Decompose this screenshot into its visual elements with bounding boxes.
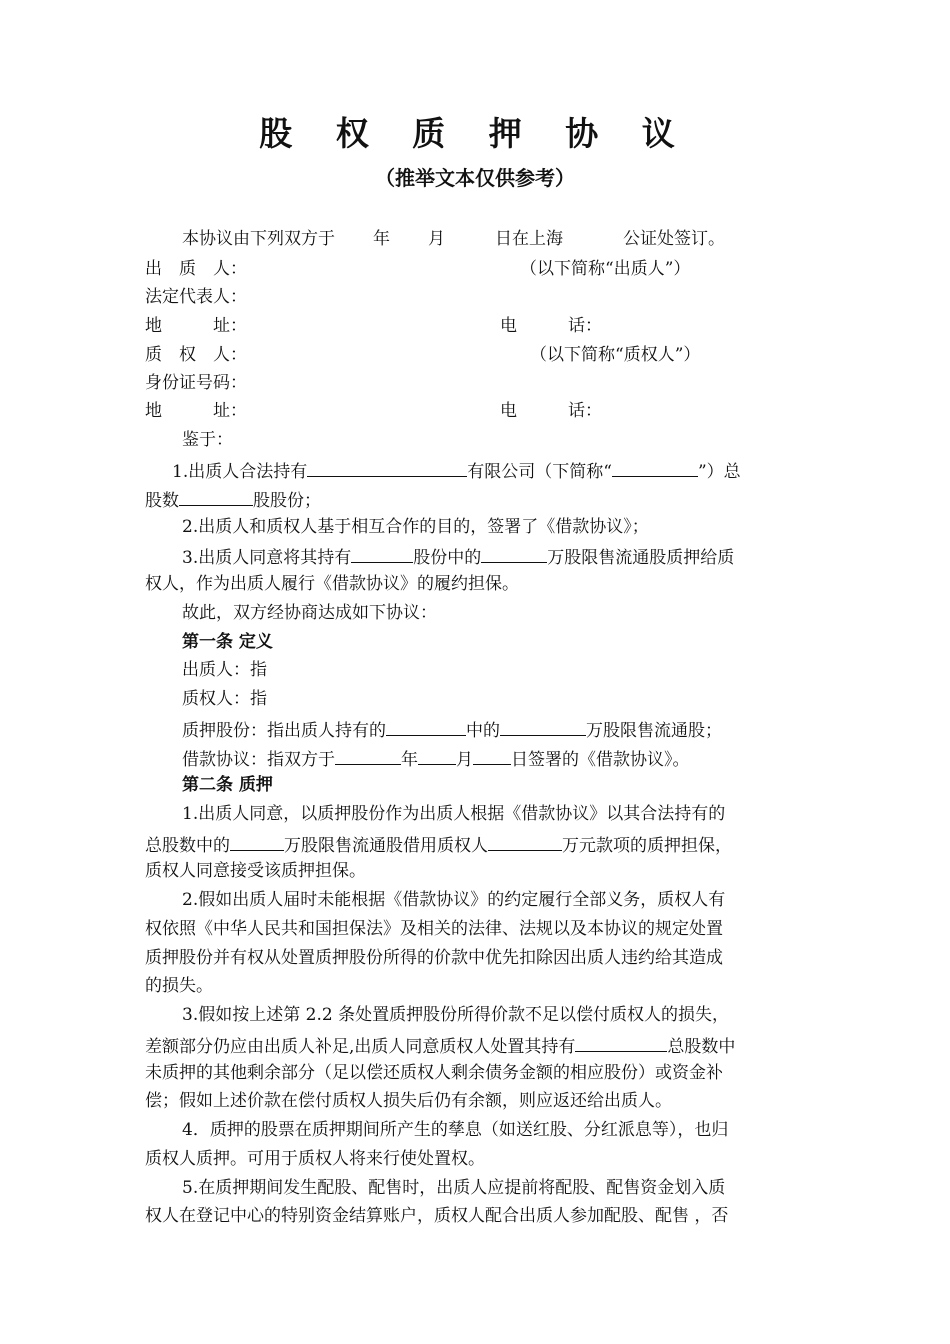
whereas-item-3-cont: 权人，作为出质人履行《借款协议》的履约担保。 [145, 574, 519, 594]
article-2-clause-2-l2: 权依照《中华人民共和国担保法》及相关的法律、法规以及本协议的规定处置 [145, 919, 723, 939]
whereas-item-3: 3.出质人同意将其持有 股份中的 万股限售流通股质押给质 [182, 542, 734, 570]
pledgor-note: （以下简称“出质人”） [520, 259, 691, 279]
pledgee-note: （以下简称“质权人”） [530, 345, 701, 365]
id-number-label: 身份证号码： [145, 373, 247, 393]
article-2-clause-1-end: 质权人同意接受该质押担保。 [145, 861, 366, 881]
article-2-heading: 第二条 质押 [182, 775, 273, 795]
article-2-clause-1-cont: 总股数中的 万股限售流通股借用质权人 万元款项的质押担保， [145, 830, 732, 858]
article-2-clause-1: 1.出质人同意，以质押股份作为出质人根据《借款协议》以其合法持有的 [182, 804, 726, 824]
pledgee-label: 质 权 人： [145, 345, 247, 365]
blank-field [500, 715, 586, 736]
pledgor-address-label: 地 址： [145, 316, 247, 336]
article-2-clause-2-l4: 的损失。 [145, 976, 213, 996]
whereas-item-1-cont: 股数 股股份； [145, 485, 321, 513]
whereas-conclusion: 故此，双方经协商达成如下协议： [182, 603, 437, 623]
blank-field [351, 542, 413, 563]
article-2-clause-4: 4．质押的股票在质押期间所产生的孳息（如送红股、分红派息等），也归 [182, 1120, 729, 1140]
blank-field [418, 744, 456, 765]
intro-line: 本协议由下列双方于 年 月 日在上海 公证处签订。 [182, 229, 725, 249]
article-2-clause-2-l3: 质押股份并有权从处置质押股份所得的价款中优先扣除因出质人违约给其造成 [145, 948, 723, 968]
definition-pledgor: 出质人：指 [182, 660, 267, 680]
blank-field [612, 456, 698, 477]
legal-rep-label: 法定代表人： [145, 287, 247, 307]
whereas-heading: 鉴于： [182, 430, 233, 450]
article-2-clause-5: 5.在质押期间发生配股、配售时，出质人应提前将配股、配售资金划入质 [182, 1178, 726, 1198]
whereas-item-1: 1.出质人合法持有 有限公司（下简称“ ”）总 [172, 456, 741, 484]
article-2-clause-2: 2.假如出质人届时未能根据《借款协议》的约定履行全部义务，质权人有 [182, 890, 726, 910]
blank-field [575, 1031, 667, 1052]
article-2-clause-5-l2: 权人在登记中心的特别资金结算账户，质权人配合出质人参加配股、配售 ，否 [145, 1206, 729, 1226]
definition-loan-agreement: 借款协议：指双方于 年 月 日签署的《借款协议》。 [182, 744, 690, 772]
article-1-heading: 第一条 定义 [182, 632, 273, 652]
pledgee-address-label: 地 址： [145, 401, 247, 421]
blank-field [473, 744, 511, 765]
article-2-clause-4-l2: 质权人质押。可用于质权人将来行使处置权。 [145, 1149, 485, 1169]
blank-field [481, 542, 547, 563]
document-subtitle: （推举文本仅供参考） [375, 166, 575, 190]
definition-pledgee: 质权人：指 [182, 689, 267, 709]
blank-field [335, 744, 401, 765]
blank-field [179, 485, 253, 506]
pledgor-label: 出 质 人： [145, 259, 247, 279]
article-2-clause-3-l3: 未质押的其他剩余部分（足以偿还质权人剩余债务金额的相应股份）或资金补 [145, 1063, 723, 1083]
article-2-clause-3-l4: 偿；假如上述价款在偿付质权人损失后仍有余额，则应返还给出质人。 [145, 1091, 672, 1111]
blank-field [386, 715, 466, 736]
article-2-clause-3-l2: 差额部分仍应由出质人补足,出质人同意质权人处置其持有 总股数中 [145, 1031, 735, 1059]
blank-field [230, 830, 284, 851]
whereas-item-2: 2.出质人和质权人基于相互合作的目的，签署了《借款协议》； [182, 517, 649, 537]
pledgee-phone-label: 电 话： [500, 401, 602, 421]
definition-pledged-shares: 质押股份：指出质人持有的 中的 万股限售流通股； [182, 715, 722, 743]
document-title: 股 权 质 押 协 议 [259, 114, 691, 153]
article-2-clause-3: 3.假如按上述第 2.2 条处置质押股份所得价款不足以偿付质权人的损失， [182, 1005, 730, 1025]
blank-field [307, 456, 467, 477]
pledgor-phone-label: 电 话： [500, 316, 602, 336]
blank-field [488, 830, 562, 851]
